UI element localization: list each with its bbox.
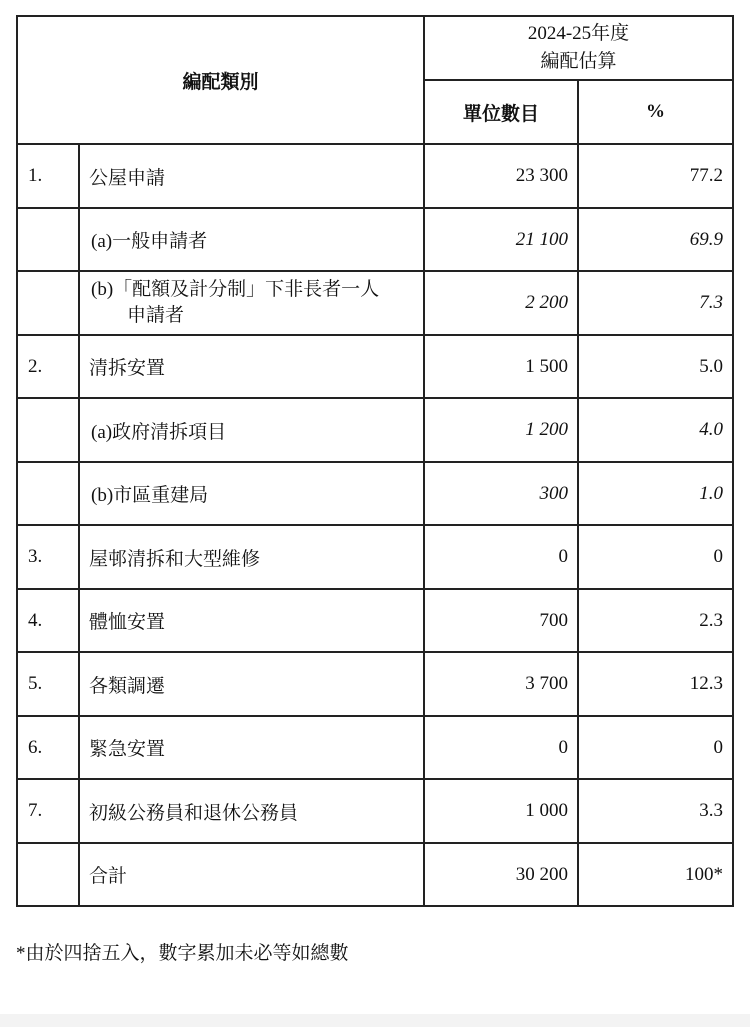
table-row [17, 589, 733, 652]
row-number: 5. [17, 652, 79, 716]
table-row [17, 271, 733, 335]
total-units: 30 200 [424, 843, 578, 906]
row-percent: 0 [578, 525, 733, 589]
row-number: 4. [17, 589, 79, 652]
row-percent: 3.3 [578, 779, 733, 843]
row-label: 清拆安置 [79, 335, 424, 398]
row-units: 23 300 [424, 144, 578, 208]
row-percent: 77.2 [578, 144, 733, 208]
row-label: 各類調遷 [79, 652, 424, 716]
row-units: 300 [424, 462, 578, 525]
total-number [17, 843, 79, 906]
table-row [17, 779, 733, 843]
row-percent: 12.3 [578, 652, 733, 716]
header-percent: % [578, 80, 733, 144]
row-units: 2 200 [424, 271, 578, 335]
row-percent: 7.3 [578, 271, 733, 335]
row-units: 3 700 [424, 652, 578, 716]
row-units: 700 [424, 589, 578, 652]
table-row [17, 525, 733, 589]
row-label: (a)一般申請者 [79, 208, 424, 271]
header-units: 單位數目 [424, 80, 578, 144]
row-units: 21 100 [424, 208, 578, 271]
row-number: 7. [17, 779, 79, 843]
row-percent: 5.0 [578, 335, 733, 398]
table-row [17, 208, 733, 271]
row-units: 0 [424, 525, 578, 589]
row-label: 體恤安置 [79, 589, 424, 652]
header-year-line1: 2024-25年度 [527, 23, 630, 44]
row-number: 3. [17, 525, 79, 589]
row-units: 0 [424, 716, 578, 779]
row-percent: 0 [578, 716, 733, 779]
row-label: 緊急安置 [79, 716, 424, 779]
row-number: 1. [17, 144, 79, 208]
header-row-top [17, 16, 733, 80]
row-label: (b)市區重建局 [79, 462, 424, 525]
row-number [17, 271, 79, 335]
row-label-line1: (b)「配額及計分制」下非長者一人 [91, 279, 380, 300]
total-row [17, 843, 733, 906]
row-label: 公屋申請 [79, 144, 424, 208]
page-bottom-edge [0, 1014, 750, 1027]
row-label: 初級公務員和退休公務員 [79, 779, 424, 843]
footnote: *由於四捨五入，數字累加未必等如總數 [16, 943, 349, 964]
row-label-line2: 申請者 [127, 305, 185, 326]
table-row [17, 144, 733, 208]
row-number [17, 462, 79, 525]
row-label [79, 271, 424, 335]
table-row [17, 716, 733, 779]
row-number [17, 398, 79, 462]
row-units: 1 500 [424, 335, 578, 398]
row-label: (a)政府清拆項目 [79, 398, 424, 462]
row-percent: 4.0 [578, 398, 733, 462]
row-label: 屋邨清拆和大型維修 [79, 525, 424, 589]
row-number: 6. [17, 716, 79, 779]
header-category: 編配類別 [17, 16, 424, 144]
row-percent: 2.3 [578, 589, 733, 652]
row-units: 1 200 [424, 398, 578, 462]
header-year [424, 16, 733, 80]
row-number [17, 208, 79, 271]
row-percent: 1.0 [578, 462, 733, 525]
total-percent: 100* [578, 843, 733, 906]
header-year-line2: 編配估算 [540, 51, 617, 72]
table-row [17, 462, 733, 525]
row-units: 1 000 [424, 779, 578, 843]
total-label: 合計 [79, 843, 424, 906]
row-percent: 69.9 [578, 208, 733, 271]
table-row [17, 335, 733, 398]
table-row [17, 398, 733, 462]
table-row [17, 652, 733, 716]
allocation-table [16, 15, 734, 907]
row-number: 2. [17, 335, 79, 398]
